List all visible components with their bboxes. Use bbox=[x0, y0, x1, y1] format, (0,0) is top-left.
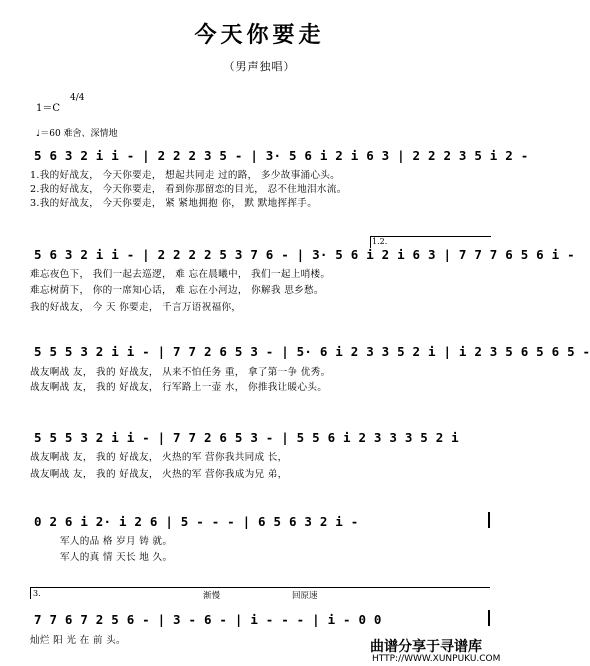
ending-bracket-3-start bbox=[30, 587, 31, 599]
ending-mark-3: 3. bbox=[33, 589, 41, 598]
lyrics-line-3-verse-2: 战友啊战 友， 我的 好战友， 行军路上一壶 水， 你推我让暖心头。 bbox=[30, 382, 328, 393]
watermark-url: HTTP://WWW.XUNPUKU.COM bbox=[372, 654, 501, 664]
notes-line-6: 7 7 6 7 2 5 6 - | 3 - 6 - | i - - - | i - 0 0 bbox=[34, 612, 382, 627]
key-signature: 1＝C bbox=[36, 103, 61, 114]
ending-bracket-3 bbox=[30, 587, 490, 588]
lyrics-line-1-verse-1: 1.我的好战友， 今天你要走， 想起共同走 过的路， 多少故事涌心头。 bbox=[30, 170, 341, 181]
ending-mark-1-2: 1.2. bbox=[372, 237, 388, 246]
tempo-marking: ♩＝60 难舍、深情地 bbox=[36, 129, 118, 139]
lyrics-line-5-verse-2: 军人的真 情 天长 地 久。 bbox=[60, 552, 173, 563]
repeat-barline bbox=[488, 512, 490, 528]
lyrics-line-4-verse-2: 战友啊战 友， 我的 好战友， 火热的军 营你我成为兄 弟， bbox=[30, 469, 288, 480]
lyrics-line-5-verse-1: 军人的品 格 岁月 铸 就。 bbox=[60, 536, 173, 547]
lyrics-line-4-verse-1: 战友啊战 友， 我的 好战友， 火热的军 营你我共同成 长， bbox=[30, 452, 288, 463]
lyrics-line-3-verse-1: 战友啊战 友， 我的 好战友， 从来不怕任务 重， 拿了第一争 优秀。 bbox=[30, 367, 331, 378]
dynamic-a-tempo: 回原速 bbox=[292, 591, 318, 601]
lyrics-line-2-verse-2: 难忘树荫下， 你的一席知心话， 难 忘在小河边， 你解我 思乡愁。 bbox=[30, 285, 324, 296]
lyrics-line-6: 灿烂 阳 光 在 前 头。 bbox=[30, 635, 126, 646]
lyrics-line-1-verse-2: 2.我的好战友， 今天你要走， 看到你那留恋的目光， 忍不住地泪水流。 bbox=[30, 184, 347, 195]
watermark-title: 曲谱分享于寻谱库 bbox=[370, 639, 482, 655]
song-title: 今天你要走 bbox=[194, 22, 325, 48]
song-subtitle: （男声独唱） bbox=[223, 60, 296, 73]
lyrics-line-1-verse-3: 3.我的好战友， 今天你要走， 紧 紧地拥抱 你， 默 默地挥挥手。 bbox=[30, 198, 318, 209]
dynamic-slowing: 渐慢 bbox=[203, 591, 221, 601]
lyrics-line-2-verse-3: 我的好战友， 今 天 你要走， 千言万语祝福你， bbox=[30, 302, 242, 313]
notes-line-1: 5 6 3 2 i i - | 2 2 2 3 5 - | 3· 5 6 i 2 i 6 3 | 2 2 2 3 5 i 2 - bbox=[34, 148, 529, 163]
ending-bracket-1-2 bbox=[370, 236, 491, 237]
notes-line-2: 5 6 3 2 i i - | 2 2 2 2 5 3 7 6 - | 3· 5 6 i 2 i 6 3 | 7 7 7 6 5 6 i - bbox=[34, 247, 575, 262]
lyrics-line-2-verse-1: 难忘夜色下， 我们一起去巡逻， 难 忘在晨曦中， 我们一起上哨楼。 bbox=[30, 269, 331, 280]
notes-line-3: 5 5 5 3 2 i i - | 7 7 2 6 5 3 - | 5· 6 i 2 3 3 5 2 i | i 2 3 5 6 5 6 5 - bbox=[34, 344, 590, 359]
notes-line-4: 5 5 5 3 2 i i - | 7 7 2 6 5 3 - | 5 5 6 i 2 3 3 3 5 2 i bbox=[34, 430, 459, 445]
time-signature bbox=[70, 94, 84, 103]
final-barline bbox=[488, 610, 490, 626]
notes-line-5: 0 2 6 i 2· i 2 6 | 5 - - - | 6 5 6 3 2 i - bbox=[34, 514, 359, 529]
time-signature-text: 4/4 bbox=[70, 93, 85, 103]
